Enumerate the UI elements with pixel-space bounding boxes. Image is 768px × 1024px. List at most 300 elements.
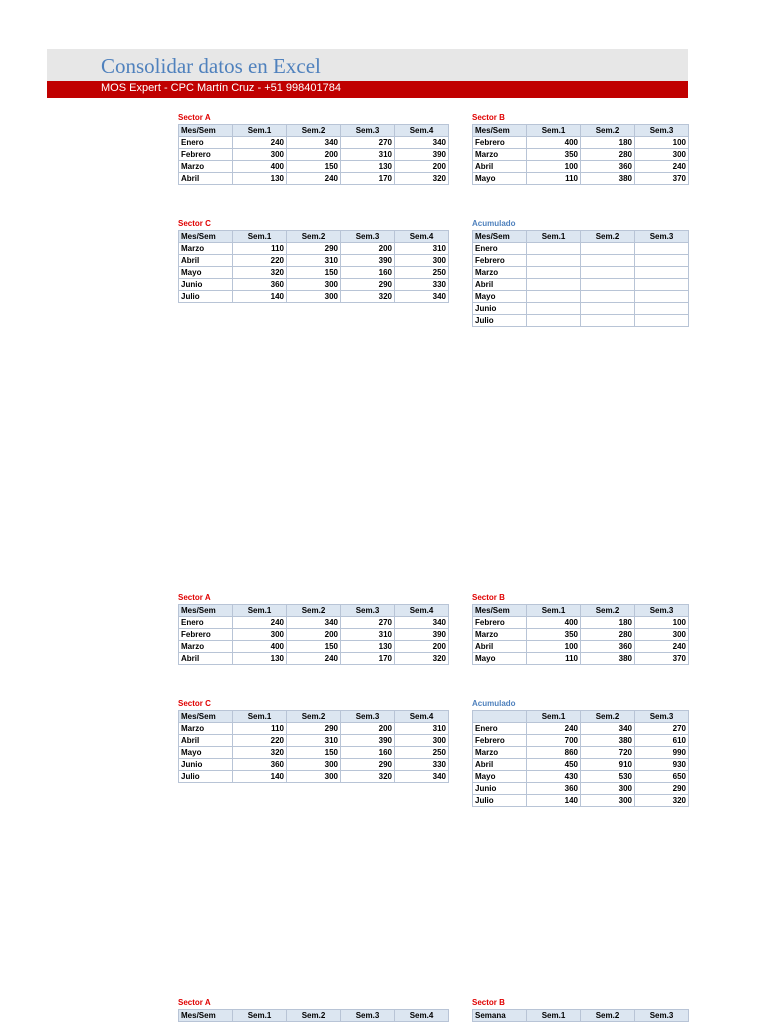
table-row	[473, 783, 689, 795]
column-header[interactable]: Mes/Sem	[179, 1010, 233, 1022]
value-cell[interactable]: 170	[341, 173, 395, 185]
column-header[interactable]: Sem.4	[395, 605, 449, 617]
value-cell[interactable]: 930	[635, 759, 689, 771]
column-header[interactable]: Sem.1	[527, 711, 581, 723]
value-cell[interactable]: 320	[341, 771, 395, 783]
row-label-cell[interactable]: Enero	[473, 243, 527, 255]
value-cell[interactable]: 170	[341, 653, 395, 665]
row-label-cell[interactable]: Enero	[179, 617, 233, 629]
value-cell[interactable]	[581, 315, 635, 327]
value-cell[interactable]: 390	[395, 629, 449, 641]
value-cell[interactable]: 140	[233, 291, 287, 303]
row-label-cell[interactable]: Abril	[179, 255, 233, 267]
row-label-cell[interactable]: Mayo	[473, 173, 527, 185]
column-header[interactable]: Mes/Sem	[179, 231, 233, 243]
value-cell[interactable]: 390	[341, 255, 395, 267]
value-cell[interactable]: 340	[395, 771, 449, 783]
column-header[interactable]: Mes/Sem	[179, 125, 233, 137]
value-cell[interactable]: 110	[527, 173, 581, 185]
value-cell[interactable]: 400	[527, 617, 581, 629]
value-cell[interactable]	[581, 255, 635, 267]
sector-b-table-block	[472, 997, 689, 1022]
value-cell[interactable]: 130	[341, 161, 395, 173]
value-cell[interactable]	[635, 291, 689, 303]
value-cell[interactable]: 360	[581, 161, 635, 173]
data-table	[178, 710, 449, 783]
value-cell[interactable]: 240	[635, 161, 689, 173]
value-cell[interactable]: 340	[287, 137, 341, 149]
value-cell[interactable]: 110	[527, 653, 581, 665]
table-row	[473, 653, 689, 665]
table-title: Sector B	[472, 113, 505, 122]
value-cell[interactable]: 400	[527, 137, 581, 149]
value-cell[interactable]: 390	[341, 735, 395, 747]
row-label-cell[interactable]: Abril	[473, 641, 527, 653]
subtitle-band	[47, 81, 688, 98]
data-table	[178, 230, 449, 303]
value-cell[interactable]: 110	[233, 243, 287, 255]
row-label-cell[interactable]: Julio	[179, 291, 233, 303]
column-header[interactable]: Mes/Sem	[179, 605, 233, 617]
page-subtitle: MOS Expert - CPC Martín Cruz - +51 998401784	[101, 82, 341, 94]
value-cell[interactable]	[635, 243, 689, 255]
row-label-cell[interactable]: Abril	[179, 173, 233, 185]
column-header[interactable]: Sem.1	[527, 231, 581, 243]
table-row	[179, 267, 449, 279]
value-cell[interactable]: 370	[635, 653, 689, 665]
column-header[interactable]: Sem.2	[581, 231, 635, 243]
value-cell[interactable]	[635, 279, 689, 291]
column-header[interactable]: Sem.1	[233, 1010, 287, 1022]
value-cell[interactable]: 360	[581, 641, 635, 653]
table-header-row	[473, 711, 689, 723]
value-cell[interactable]: 360	[233, 279, 287, 291]
value-cell[interactable]: 860	[527, 747, 581, 759]
value-cell[interactable]: 300	[287, 759, 341, 771]
value-cell[interactable]: 280	[581, 629, 635, 641]
value-cell[interactable]	[581, 291, 635, 303]
value-cell[interactable]: 100	[635, 617, 689, 629]
value-cell[interactable]: 310	[341, 149, 395, 161]
value-cell[interactable]: 220	[233, 735, 287, 747]
column-header[interactable]: Sem.2	[287, 231, 341, 243]
table-row	[473, 617, 689, 629]
value-cell[interactable]: 530	[581, 771, 635, 783]
value-cell[interactable]	[581, 279, 635, 291]
value-cell[interactable]: 350	[527, 149, 581, 161]
value-cell[interactable]: 360	[233, 759, 287, 771]
data-table	[472, 1009, 689, 1022]
column-header[interactable]: Sem.2	[581, 711, 635, 723]
table-row	[473, 243, 689, 255]
column-header[interactable]: Sem.2	[287, 1010, 341, 1022]
table-title: Sector A	[178, 998, 211, 1007]
value-cell[interactable]	[527, 291, 581, 303]
sector-b-table-block	[472, 112, 689, 185]
value-cell[interactable]: 300	[635, 629, 689, 641]
column-header[interactable]: Sem.3	[635, 1010, 689, 1022]
value-cell[interactable]: 910	[581, 759, 635, 771]
value-cell[interactable]: 320	[233, 267, 287, 279]
table-row	[179, 747, 449, 759]
table-row	[473, 759, 689, 771]
row-label-cell[interactable]: Marzo	[473, 267, 527, 279]
value-cell[interactable]: 240	[287, 173, 341, 185]
data-table	[178, 604, 449, 665]
table-row	[179, 629, 449, 641]
table-header-row	[179, 605, 449, 617]
value-cell[interactable]: 250	[395, 267, 449, 279]
value-cell[interactable]	[527, 255, 581, 267]
value-cell[interactable]: 240	[635, 641, 689, 653]
value-cell[interactable]: 240	[287, 653, 341, 665]
column-header[interactable]: Mes/Sem	[473, 605, 527, 617]
table-header-row	[473, 1010, 689, 1022]
table-row	[179, 279, 449, 291]
value-cell[interactable]: 150	[287, 641, 341, 653]
row-label-cell[interactable]: Abril	[179, 735, 233, 747]
value-cell[interactable]: 100	[527, 161, 581, 173]
row-label-cell[interactable]: Enero	[179, 137, 233, 149]
value-cell[interactable]: 290	[287, 243, 341, 255]
row-label-cell[interactable]: Marzo	[179, 243, 233, 255]
value-cell[interactable]: 300	[233, 149, 287, 161]
value-cell[interactable]: 150	[287, 161, 341, 173]
table-header-row	[179, 125, 449, 137]
table-row	[179, 149, 449, 161]
value-cell[interactable]: 240	[527, 723, 581, 735]
column-header[interactable]: Sem.3	[341, 1010, 395, 1022]
value-cell[interactable]: 240	[233, 617, 287, 629]
value-cell[interactable]: 310	[395, 723, 449, 735]
page-title: Consolidar datos en Excel	[101, 54, 321, 78]
value-cell[interactable]: 130	[341, 641, 395, 653]
value-cell[interactable]: 330	[395, 759, 449, 771]
row-label-cell[interactable]: Mayo	[473, 771, 527, 783]
value-cell[interactable]: 200	[287, 629, 341, 641]
value-cell[interactable]: 300	[581, 783, 635, 795]
value-cell[interactable]: 390	[395, 149, 449, 161]
value-cell[interactable]: 610	[635, 735, 689, 747]
value-cell[interactable]: 360	[527, 783, 581, 795]
value-cell[interactable]: 380	[581, 735, 635, 747]
column-header[interactable]: Sem.4	[395, 231, 449, 243]
value-cell[interactable]: 310	[395, 243, 449, 255]
table-title: Sector A	[178, 593, 211, 602]
value-cell[interactable]: 310	[341, 629, 395, 641]
value-cell[interactable]	[581, 303, 635, 315]
table-row	[473, 149, 689, 161]
value-cell[interactable]	[581, 243, 635, 255]
value-cell[interactable]: 240	[233, 137, 287, 149]
table-title: Sector C	[178, 699, 211, 708]
table-title: Sector C	[178, 219, 211, 228]
table-row	[473, 795, 689, 807]
value-cell[interactable]: 400	[233, 641, 287, 653]
value-cell[interactable]: 300	[635, 149, 689, 161]
value-cell[interactable]	[527, 279, 581, 291]
table-header-row	[473, 605, 689, 617]
row-label-cell[interactable]: Abril	[473, 279, 527, 291]
value-cell[interactable]: 720	[581, 747, 635, 759]
row-label-cell[interactable]: Junio	[179, 279, 233, 291]
value-cell[interactable]	[635, 315, 689, 327]
value-cell[interactable]: 380	[581, 173, 635, 185]
value-cell[interactable]: 340	[395, 291, 449, 303]
table-title: Sector B	[472, 593, 505, 602]
value-cell[interactable]: 310	[287, 735, 341, 747]
data-table	[472, 124, 689, 185]
column-header[interactable]: Sem.1	[527, 605, 581, 617]
value-cell[interactable]	[527, 267, 581, 279]
column-header[interactable]: Sem.4	[395, 1010, 449, 1022]
value-cell[interactable]: 200	[287, 149, 341, 161]
value-cell[interactable]: 330	[395, 279, 449, 291]
row-label-cell[interactable]: Abril	[179, 653, 233, 665]
table-row	[473, 137, 689, 149]
column-header[interactable]: Sem.1	[233, 125, 287, 137]
column-header[interactable]: Sem.1	[233, 605, 287, 617]
value-cell[interactable]: 180	[581, 617, 635, 629]
row-label-cell[interactable]: Marzo	[179, 641, 233, 653]
value-cell[interactable]	[527, 243, 581, 255]
value-cell[interactable]: 400	[233, 161, 287, 173]
value-cell[interactable]: 200	[395, 641, 449, 653]
value-cell[interactable]: 430	[527, 771, 581, 783]
value-cell[interactable]: 250	[395, 747, 449, 759]
table-row	[473, 291, 689, 303]
row-label-cell[interactable]: Febrero	[473, 617, 527, 629]
row-label-cell[interactable]: Julio	[473, 795, 527, 807]
column-header[interactable]: Sem.4	[395, 711, 449, 723]
value-cell[interactable]: 300	[395, 735, 449, 747]
value-cell[interactable]: 150	[287, 267, 341, 279]
row-label-cell[interactable]: Julio	[179, 771, 233, 783]
column-header[interactable]: Mes/Sem	[179, 711, 233, 723]
row-label-cell[interactable]: Marzo	[473, 747, 527, 759]
row-label-cell[interactable]: Febrero	[473, 137, 527, 149]
table-row	[179, 173, 449, 185]
column-header[interactable]: Sem.2	[581, 1010, 635, 1022]
value-cell[interactable]: 220	[233, 255, 287, 267]
row-label-cell[interactable]: Mayo	[179, 747, 233, 759]
table-row	[179, 735, 449, 747]
value-cell[interactable]: 320	[395, 173, 449, 185]
value-cell[interactable]: 320	[341, 291, 395, 303]
row-label-cell[interactable]: Abril	[473, 759, 527, 771]
value-cell[interactable]: 200	[395, 161, 449, 173]
table-header-row	[473, 231, 689, 243]
column-header[interactable]: Sem.3	[635, 605, 689, 617]
row-label-cell[interactable]: Marzo	[179, 723, 233, 735]
column-header[interactable]: Sem.3	[341, 605, 395, 617]
table-header-row	[473, 125, 689, 137]
value-cell[interactable]: 270	[341, 137, 395, 149]
table-row	[179, 653, 449, 665]
value-cell[interactable]	[635, 303, 689, 315]
table-row	[473, 173, 689, 185]
row-label-cell[interactable]: Marzo	[473, 149, 527, 161]
value-cell[interactable]: 340	[395, 137, 449, 149]
value-cell[interactable]: 370	[635, 173, 689, 185]
data-table	[178, 1009, 449, 1022]
table-title: Acumulado	[472, 699, 516, 708]
column-header[interactable]: Sem.3	[635, 711, 689, 723]
column-header[interactable]: Sem.3	[341, 711, 395, 723]
column-header[interactable]: Sem.2	[581, 125, 635, 137]
value-cell[interactable]: 350	[527, 629, 581, 641]
column-header[interactable]: Sem.3	[341, 231, 395, 243]
table-row	[473, 315, 689, 327]
value-cell[interactable]: 300	[233, 629, 287, 641]
column-header[interactable]: Sem.2	[287, 605, 341, 617]
column-header[interactable]: Sem.3	[635, 125, 689, 137]
value-cell[interactable]: 270	[341, 617, 395, 629]
table-row	[473, 723, 689, 735]
row-label-cell[interactable]: Junio	[179, 759, 233, 771]
sector-a-table-block	[178, 112, 449, 185]
value-cell[interactable]: 200	[341, 243, 395, 255]
value-cell[interactable]: 100	[527, 641, 581, 653]
value-cell[interactable]: 100	[635, 137, 689, 149]
value-cell[interactable]: 700	[527, 735, 581, 747]
table-row	[473, 303, 689, 315]
value-cell[interactable]: 160	[341, 747, 395, 759]
column-header[interactable]: Semana	[473, 1010, 527, 1022]
value-cell[interactable]: 310	[287, 255, 341, 267]
table-row	[473, 267, 689, 279]
value-cell[interactable]: 380	[581, 653, 635, 665]
value-cell[interactable]: 280	[581, 149, 635, 161]
value-cell[interactable]: 300	[395, 255, 449, 267]
value-cell[interactable]: 340	[581, 723, 635, 735]
value-cell[interactable]: 130	[233, 173, 287, 185]
row-label-cell[interactable]: Mayo	[473, 291, 527, 303]
value-cell[interactable]: 320	[395, 653, 449, 665]
table-row	[473, 279, 689, 291]
table-title: Acumulado	[472, 219, 516, 228]
column-header[interactable]: Sem.4	[395, 125, 449, 137]
sector-c-table-block	[178, 698, 449, 783]
table-row	[473, 771, 689, 783]
value-cell[interactable]: 990	[635, 747, 689, 759]
row-label-cell[interactable]: Julio	[473, 315, 527, 327]
column-header[interactable]: Sem.2	[287, 125, 341, 137]
table-row	[179, 759, 449, 771]
value-cell[interactable]: 270	[635, 723, 689, 735]
table-row	[179, 641, 449, 653]
data-table	[472, 710, 689, 807]
table-row	[179, 723, 449, 735]
value-cell[interactable]: 130	[233, 653, 287, 665]
value-cell[interactable]	[527, 315, 581, 327]
table-row	[473, 641, 689, 653]
value-cell[interactable]	[635, 255, 689, 267]
value-cell[interactable]: 290	[635, 783, 689, 795]
column-header[interactable]	[473, 711, 527, 723]
column-header[interactable]: Sem.1	[527, 1010, 581, 1022]
table-row	[179, 137, 449, 149]
column-header[interactable]: Mes/Sem	[473, 125, 527, 137]
column-header[interactable]: Mes/Sem	[473, 231, 527, 243]
table-header-row	[179, 231, 449, 243]
data-table	[472, 604, 689, 665]
value-cell[interactable]: 340	[395, 617, 449, 629]
value-cell[interactable]: 300	[287, 279, 341, 291]
table-title: Sector B	[472, 998, 505, 1007]
table-row	[473, 735, 689, 747]
row-label-cell[interactable]: Mayo	[179, 267, 233, 279]
table-row	[473, 629, 689, 641]
value-cell[interactable]: 290	[287, 723, 341, 735]
value-cell[interactable]: 300	[287, 291, 341, 303]
row-label-cell[interactable]: Febrero	[179, 629, 233, 641]
table-row	[179, 771, 449, 783]
row-label-cell[interactable]: Febrero	[473, 735, 527, 747]
row-label-cell[interactable]: Junio	[473, 783, 527, 795]
value-cell[interactable]: 340	[287, 617, 341, 629]
row-label-cell[interactable]: Mayo	[473, 653, 527, 665]
row-label-cell[interactable]: Marzo	[473, 629, 527, 641]
value-cell[interactable]	[581, 267, 635, 279]
value-cell[interactable]: 290	[341, 759, 395, 771]
table-row	[179, 161, 449, 173]
value-cell[interactable]: 140	[233, 771, 287, 783]
column-header[interactable]: Sem.3	[341, 125, 395, 137]
value-cell[interactable]	[635, 267, 689, 279]
column-header[interactable]: Sem.3	[635, 231, 689, 243]
table-header-row	[179, 1010, 449, 1022]
table-row	[473, 747, 689, 759]
column-header[interactable]: Sem.1	[233, 231, 287, 243]
data-table	[472, 230, 689, 327]
row-label-cell[interactable]: Febrero	[473, 255, 527, 267]
value-cell[interactable]: 150	[287, 747, 341, 759]
row-label-cell[interactable]: Enero	[473, 723, 527, 735]
value-cell[interactable]: 650	[635, 771, 689, 783]
table-row	[179, 255, 449, 267]
value-cell[interactable]: 110	[233, 723, 287, 735]
value-cell[interactable]: 180	[581, 137, 635, 149]
value-cell[interactable]: 290	[341, 279, 395, 291]
column-header[interactable]: Sem.1	[233, 711, 287, 723]
value-cell[interactable]: 450	[527, 759, 581, 771]
acumulado-table-block	[472, 698, 689, 807]
acumulado-table-block	[472, 218, 689, 327]
row-label-cell[interactable]: Abril	[473, 161, 527, 173]
value-cell[interactable]: 200	[341, 723, 395, 735]
value-cell[interactable]: 300	[287, 771, 341, 783]
row-label-cell[interactable]: Marzo	[179, 161, 233, 173]
value-cell[interactable]: 140	[527, 795, 581, 807]
header-band	[47, 49, 688, 81]
row-label-cell[interactable]: Junio	[473, 303, 527, 315]
sector-b-table-block	[472, 592, 689, 665]
value-cell[interactable]	[527, 303, 581, 315]
table-title: Sector A	[178, 113, 211, 122]
row-label-cell[interactable]: Febrero	[179, 149, 233, 161]
column-header[interactable]: Sem.2	[287, 711, 341, 723]
table-row	[179, 243, 449, 255]
value-cell[interactable]: 300	[581, 795, 635, 807]
column-header[interactable]: Sem.1	[527, 125, 581, 137]
value-cell[interactable]: 160	[341, 267, 395, 279]
value-cell[interactable]: 320	[635, 795, 689, 807]
sector-a-table-block	[178, 592, 449, 665]
sector-c-table-block	[178, 218, 449, 303]
value-cell[interactable]: 320	[233, 747, 287, 759]
column-header[interactable]: Sem.2	[581, 605, 635, 617]
